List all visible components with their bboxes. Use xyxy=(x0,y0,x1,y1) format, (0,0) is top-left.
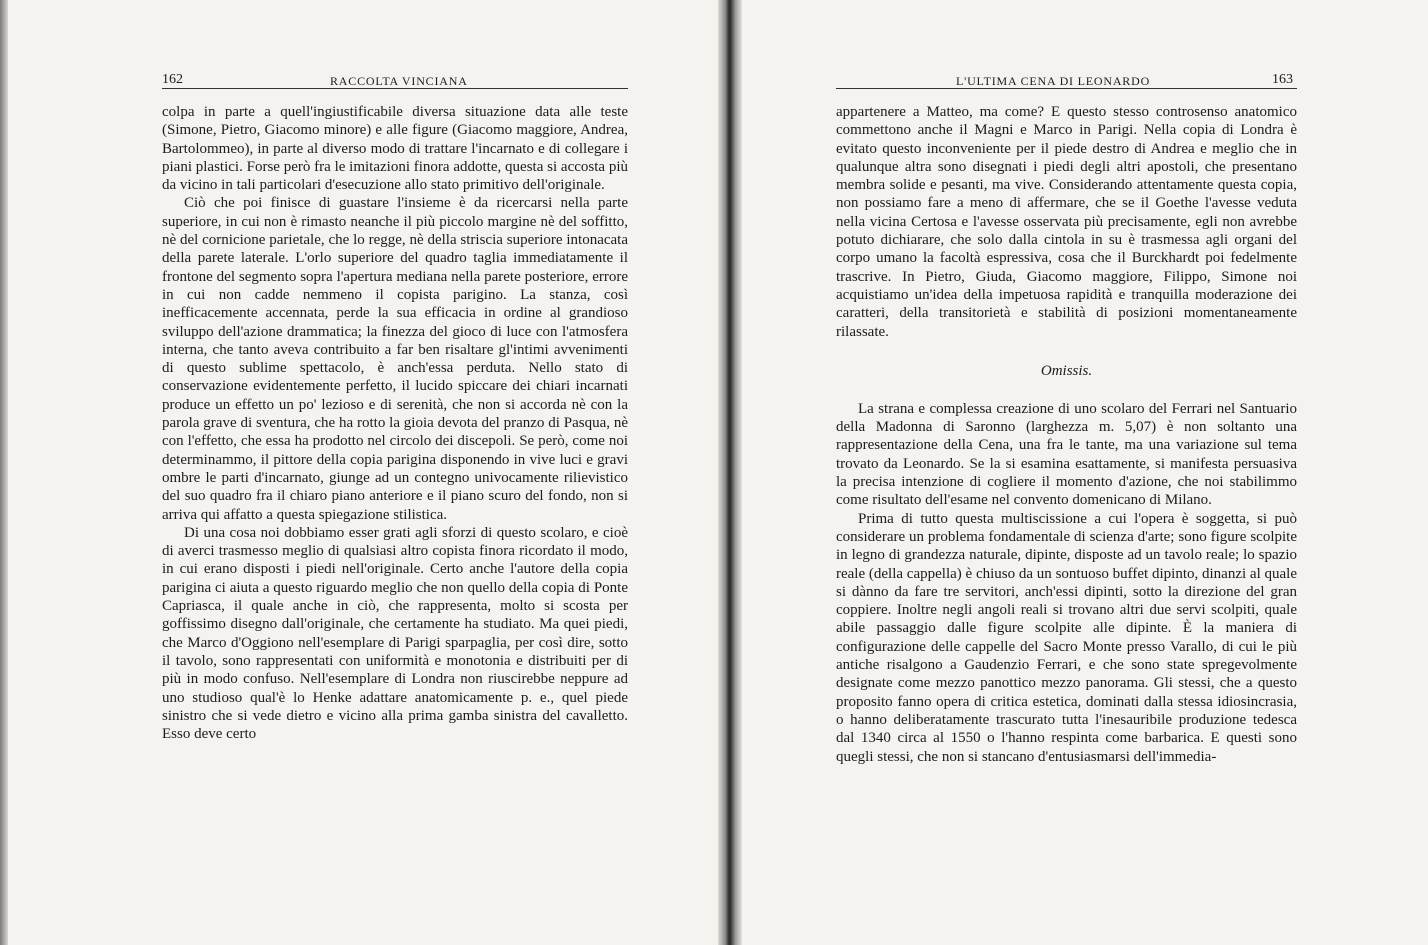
book-gutter xyxy=(718,0,742,945)
right-page xyxy=(836,68,1297,766)
right-paragraph-1: appartenere a Matteo, ma come? E questo stesso controsenso anatomico commettono anche il Magni e Marco in Parigi. Nella copia di Londra è evitato questo inconveniente per il piede destro di Andrea e meglio che in qualunque altra sono disegnati i piedi degli altri apostoli, che presentano membra solide e pesanti, ma vive. Considerando attentamente questa copia, non possiamo fare a meno di affermare, che se il Goethe l'avesse veduta nella vicina Certosa e l'avesse osservata più precisamente, egli non avrebbe potuto dichiarare, che solo dalla cintola in su è trasmessa agli organi del corpo umano la facoltà espressiva, cosa che il Burckhardt poi fedelmente trascrive. In Pietro, Giuda, Giacomo maggiore, Filippo, Simone noi acquistiamo un'idea della impetuosa rapidità e tranquilla moderazione dei caratteri, della transitorietà e stabilità di posizioni momentaneamente rilassate. xyxy=(836,104,1297,340)
left-page-number: 162 xyxy=(162,72,183,87)
omissis-heading: Omissis. xyxy=(1040,362,1093,379)
left-page-edge xyxy=(0,0,8,945)
left-page xyxy=(162,68,628,743)
left-running-title: RACCOLTA VINCIANA xyxy=(330,74,468,88)
left-body-text xyxy=(162,103,628,743)
right-body-text xyxy=(836,103,1297,766)
left-paragraph-1: colpa in parte a quell'ingiustificabile diversa situazione data alle teste (Simone, Pietro, Giacomo minore) e alle figure (Giacomo maggiore, Andrea, Bartolommeo), in parte al diverso modo di trattare l'incarnato e di collegare i piani plastici. Forse però fra le imitazioni finora addotte, questa si accosta più da vicino in tali particolari d'esecuzione allo stato primitivo dell'originale. xyxy=(162,104,628,194)
left-running-head xyxy=(162,68,628,89)
right-paragraph-2: La strana e complessa creazione di uno scolaro del Ferrari nel Santuario della Madonna di Saronno (larghezza m. 5,07) è non soltanto una rappresentazione della Cena, una fra le tante, ma una variazione sul tema trovato da Leonardo. Se la si esamina esattamente, si manifesta persuasiva la precisa intenzione di cogliere il momento d'azione, che noi stabilimmo come risultato dell'esame nel convento domenicano di Milano. xyxy=(836,400,1297,509)
left-paragraph-3: Di una cosa noi dobbiamo esser grati agli sforzi di questo scolaro, e cioè di averci trasmesso meglio di qualsiasi altro copista finora ricordato il modo, in cui erano disposti i piedi nell'originale. Certo anche l'autore della copia parigina ci aiuta a questo riguardo meglio che non quello della copia di Ponte Capriasca, il quale anche in ciò, che rappresenta, molto si scosta per goffissimo disegno dall'originale, che certamente ha studiato. Ma quei piedi, che Marco d'Oggiono nell'esemplare di Parigi sparpaglia, per così dire, sotto il tavolo, sono rappresentati con uniformità e monotonia e distribuiti per di più in modo confuso. Nell'esemplare di Londra non riuscirebbe neppure ad uno studioso qual'è lo Henke adattare anatomicamente p. e., quel piede sinistro che si vede dietro e vicino alla prima gamba sinistra del cavalletto. Esso deve certo xyxy=(162,524,628,743)
right-page-number: 163 xyxy=(1272,72,1293,87)
left-paragraph-2: Ciò che poi finisce di guastare l'insieme è da ricercarsi nella parte superiore, in cui non è rimasto neanche il più piccolo margine nè del soffitto, nè del cornicione parietale, che lo regge, nè della striscia superiore intonacata della parete laterale. L'orlo superiore del quadro taglia immediatamente il frontone del segmento sopra l'apertura mediana nella parete posteriore, errore in cui non cadde nemmeno il copista parigino. La stanza, così inefficacemente accennata, perde la sua efficacia in ordine al grandioso sviluppo dell'azione drammatica; la finezza del gioco di luce con l'atmosfera interna, che tanto aveva contribuito a far ben risaltare gl'intimi avvenimenti di questo sublime spettacolo, è anch'essa perduta. Nello stato di conservazione evidentemente perfetto, il lucido spiccare dei chiari incarnati produce un effetto un po' lezioso e di serenità, che non si accorda nè con la parola grave di sventura, che ha rotto la gioia devota del pranzo di Pasqua, nè con l'effetto, che essa ha prodotto nel circolo dei discepoli. Se però, come noi determinammo, il pittore della copia parigina disponendo in vive luci e gravi ombre le parti d'incarnato, giunge ad un contegno univocamente rilievistico del suo quadro fra il chiaro piano anteriore e il piano scuro del fondo, non si arriva qui affatto a questa spiegazione stilistica. xyxy=(162,195,628,523)
right-running-title: L'ULTIMA CENA DI LEONARDO xyxy=(956,74,1151,88)
right-paragraph-3: Prima di tutto questa multiscissione a cui l'opera è soggetta, si può considerare un problema fondamentale di scienza d'arte; sono figure scolpite in legno di grandezza naturale, dipinte, disposte ad un tavolo reale; lo spazio reale (della cappella) è chiuso da un sontuoso buffet dipinto, dinanzi al quale si dànno da fare tre servitori, anch'essi dipinti, sotto la direzione del gran coppiere. Inoltre negli angoli reali si trovano altri due servi scolpiti, quale abile passaggio dalle figure scolpite alle dipinte. È la maniera di configurazione delle cappelle del Sacro Monte presso Varallo, di cui le più antiche risalgono a Gaudenzio Ferrari, e che sono state spregevolmente designate come mezzo panottico mezzo panorama. Gli stessi, che a questo proposito fanno opera di critica estetica, dominati dalla stessa idiosincrasia, o hanno deliberatamente trascurato tutta l'inesauribile produzione tedesca dal 1340 circa al 1550 o l'hanno respinta come barbarica. E questi sono quegli stessi, che non si stancano d'entusiasmarsi dell'immedia- xyxy=(836,510,1297,765)
right-running-head xyxy=(836,68,1297,89)
